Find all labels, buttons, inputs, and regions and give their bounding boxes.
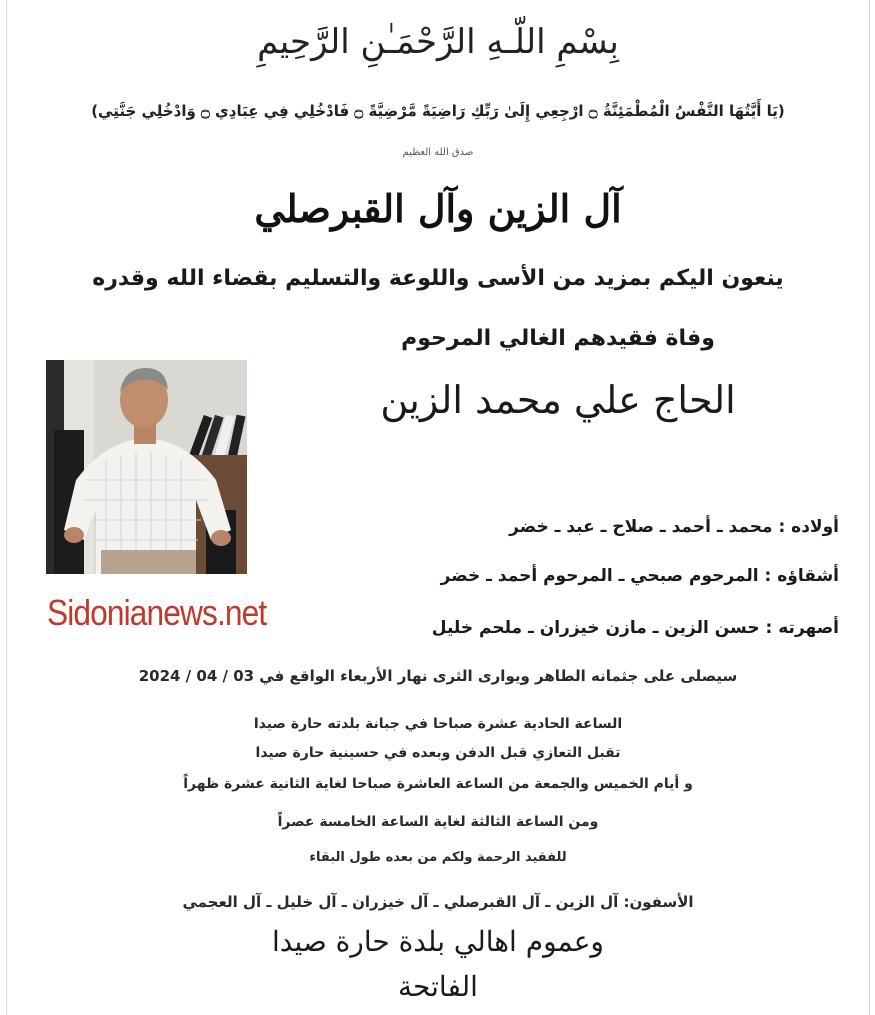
prayer-wish: للفقيد الرحمة ولكم من بعده طول البقاء <box>309 850 567 865</box>
inlaws-line: أصهرته : حسن الزين ـ مازن خيزران ـ ملحم خليل <box>431 618 839 638</box>
fatiha: الفاتحة <box>398 970 478 1003</box>
portrait-photo <box>46 360 247 574</box>
sons-line: أولاده : محمد ـ أحمد ـ صلاح ـ عبد ـ خضر <box>509 517 839 537</box>
mourning-line-2: وفاة فقيدهم الغالي المرحوم <box>401 326 715 351</box>
mourners-line: الأسفون: آل الزين ـ آل القبرصلي ـ آل خيزران ـ آل خليل ـ آل العجمي <box>182 893 694 911</box>
quran-verse: (يَا أَيَّتُهَا النَّفْسُ الْمُطْمَئِنَّةُ ۝ ارْجِعِي إِلَىٰ رَبِّكِ رَاضِيَةً مَّرْضِيَّةً ۝ فَادْخُلِي فِي عِبَادِي ۝ وَادْخُلِي جَنَّتِي) <box>91 102 785 120</box>
brothers-line: أشقاؤه : المرحوم صبحي ـ المرحوم أحمد ـ خضر <box>440 566 839 586</box>
burial-time-place: الساعة الحادية عشرة صباحا في جبانة بلدته حارة صيدا <box>253 716 623 732</box>
funeral-prayer-line: سيصلى على جثمانه الطاهر ويوارى الثرى نهار الأربعاء الواقع في 03 / 04 / 2024 <box>138 667 738 685</box>
condolences-line-1: تقبل التعازي قبل الدفن وبعده في حسينية حارة صيدا <box>255 745 621 761</box>
mourning-line-1: ينعون اليكم بمزيد من الأسى واللوعة والتسليم بقضاء الله وقدره <box>92 266 784 291</box>
deceased-name: الحاج علي محمد الزين <box>380 378 736 422</box>
portrait-illustration <box>46 360 247 574</box>
condolences-line-2: و أيام الخميس والجمعة من الساعة العاشرة صباحا لغاية الثانية عشرة ظهراً <box>183 776 693 792</box>
obituary-sheet <box>6 0 870 1015</box>
families-title: آل الزين وآل القبرصلي <box>254 186 622 231</box>
watermark-text: Sidonianews.net <box>47 592 267 633</box>
condolences-line-3: ومن الساعة الثالثة لغاية الساعة الخامسة عصراً <box>277 814 599 830</box>
basmala: بِسْمِ اللّـهِ الرَّحْمَـٰنِ الرَّحِيمِ <box>257 22 619 62</box>
sadaq-allah: صدق الله العظيم <box>402 147 474 158</box>
villagers-line: وعموم اهالي بلدة حارة صيدا <box>272 925 604 958</box>
